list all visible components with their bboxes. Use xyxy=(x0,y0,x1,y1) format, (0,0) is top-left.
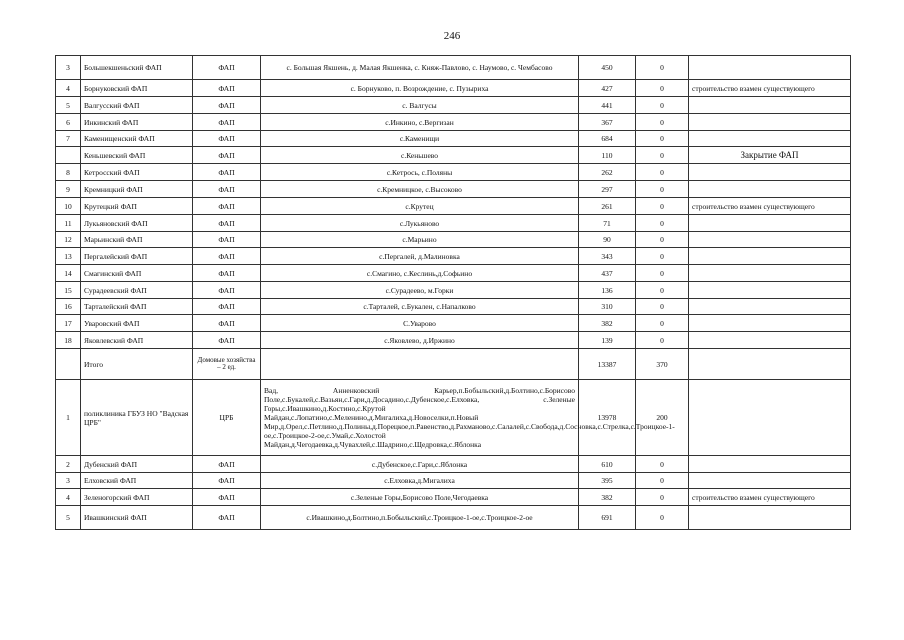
population-cell: 13978 xyxy=(579,380,636,456)
row-number-cell: 13 xyxy=(56,248,81,265)
households-cell: 0 xyxy=(636,198,689,215)
facility-type-cell: ФАП xyxy=(193,97,261,114)
row-number-cell: 2 xyxy=(56,456,81,473)
row-number-cell: 5 xyxy=(56,506,81,530)
page-number: 246 xyxy=(443,30,461,42)
settlements-cell: с. Большая Якшень, д. Малая Якшенка, с. Княж-Павлово, с. Наумово, с. Чембасово xyxy=(261,56,579,80)
facility-name-cell: Борнуковский ФАП xyxy=(81,80,193,97)
table-row xyxy=(56,349,851,380)
row-number-cell: 11 xyxy=(56,215,81,232)
facility-type-cell: ФАП xyxy=(193,114,261,131)
facility-name-cell: Яковлевский ФАП xyxy=(81,332,193,349)
population-cell: 343 xyxy=(579,248,636,265)
facility-type-cell: ФАП xyxy=(193,332,261,349)
table-row xyxy=(56,456,851,473)
facility-type-cell: ФАП xyxy=(193,265,261,282)
population-cell: 297 xyxy=(579,181,636,198)
households-cell: 0 xyxy=(636,215,689,232)
table-row xyxy=(56,147,851,164)
settlements-cell: с.Кетрось, с.Поляны xyxy=(261,164,579,181)
population-cell: 110 xyxy=(579,147,636,164)
population-cell: 691 xyxy=(579,506,636,530)
population-cell: 310 xyxy=(579,299,636,315)
facility-name-cell: Елховский ФАП xyxy=(81,473,193,489)
row-number-cell xyxy=(56,147,81,164)
note-cell xyxy=(689,506,851,530)
note-cell xyxy=(689,265,851,282)
settlements-cell: с.Крутец xyxy=(261,198,579,215)
note-cell: строительство взамен существующего xyxy=(689,80,851,97)
settlements-cell: с.Ивашкино,д.Болтино,п.Бобыльский,с.Троицкое-1-ое,с.Троицкое-2-ое xyxy=(261,506,579,530)
table-row xyxy=(56,332,851,349)
settlements-cell: с.Смагино, с.Кеслинь,д.Софьино xyxy=(261,265,579,282)
note-cell xyxy=(689,299,851,315)
settlements-cell: с.Елховка,д.Мигалиха xyxy=(261,473,579,489)
facility-name-cell: Валгусский ФАП xyxy=(81,97,193,114)
table-row xyxy=(56,131,851,147)
facility-name-cell: Кремницкий ФАП xyxy=(81,181,193,198)
households-cell: 370 xyxy=(636,349,689,380)
facility-name-cell: Пергалейский ФАП xyxy=(81,248,193,265)
note-cell: строительство взамен существующего xyxy=(689,198,851,215)
note-cell xyxy=(689,232,851,248)
facility-type-cell: ЦРБ xyxy=(193,380,261,456)
settlements-cell: с.Каменищи xyxy=(261,131,579,147)
row-number-cell: 6 xyxy=(56,114,81,131)
row-number-cell: 16 xyxy=(56,299,81,315)
note-cell: строительство взамен существующего xyxy=(689,489,851,506)
households-cell: 0 xyxy=(636,80,689,97)
facility-name-cell: Лукьяновский ФАП xyxy=(81,215,193,232)
note-cell xyxy=(689,456,851,473)
facility-name-cell: Зеленогорский ФАП xyxy=(81,489,193,506)
settlements-cell: с.Зеленые Горы,Борисово Поле,Чегодаевка xyxy=(261,489,579,506)
settlements-cell: с.Сурадеево, м.Горки xyxy=(261,282,579,299)
settlements-cell: с.Кремницкое, с.Высоково xyxy=(261,181,579,198)
row-number-cell: 4 xyxy=(56,80,81,97)
table-row xyxy=(56,299,851,315)
facility-type-cell: ФАП xyxy=(193,299,261,315)
households-cell: 0 xyxy=(636,131,689,147)
facility-name-cell: Кетросский ФАП xyxy=(81,164,193,181)
households-cell: 0 xyxy=(636,147,689,164)
note-cell xyxy=(689,473,851,489)
households-cell: 200 xyxy=(636,380,689,456)
facility-type-cell: ФАП xyxy=(193,215,261,232)
facility-name-cell: Инкинский ФАП xyxy=(81,114,193,131)
settlements-cell: Вад, Анненковский Карьер,п.Бобыльский,д.Болтино,с.Борисово Поле,с.Букалей,с.Вазьян,с.Гари,д.Досадино,с.Дубенское,с.Елховка, с.Зеленые Горы,с.Ивашкино,д.Костино,с.Крутой Майдан,с.Лопатино,с.Меленино,д.Мигалиха,д.Новоселки,п.Новый Мир,д.Орел,с.Петлино,д.Полины,д.Порецкое,п.Равенство,д.Рахманово,с.Салалей,с.Свобода,д.Сосновка,с.Стрелка,с.Троицкое-1-ое,с.Троицкое-2-ое,с.Умай,с.Холостой Майдан,д.Чегодаевка,д.Чувахлей,с.Шадрино,с.Щедровка,с.Яблонка xyxy=(261,380,579,456)
row-number-cell: 4 xyxy=(56,489,81,506)
row-number-cell: 18 xyxy=(56,332,81,349)
facility-type-cell: ФАП xyxy=(193,56,261,80)
note-cell xyxy=(689,114,851,131)
facilities-table xyxy=(55,55,851,530)
households-cell: 0 xyxy=(636,332,689,349)
population-cell: 261 xyxy=(579,198,636,215)
row-number-cell xyxy=(56,349,81,380)
note-cell xyxy=(689,315,851,332)
households-cell: 0 xyxy=(636,265,689,282)
households-cell: 0 xyxy=(636,97,689,114)
table-row xyxy=(56,97,851,114)
settlements-cell: с.Дубенское,с.Гари,с.Яблонка xyxy=(261,456,579,473)
facility-type-cell: ФАП xyxy=(193,489,261,506)
facility-name-cell: поликлиника ГБУЗ НО "Вадская ЦРБ" xyxy=(81,380,193,456)
table-row xyxy=(56,56,851,80)
facility-type-cell: ФАП xyxy=(193,456,261,473)
population-cell: 382 xyxy=(579,489,636,506)
facility-type-cell: Домовые хозяйства – 2 ед. xyxy=(193,349,261,380)
population-cell: 13387 xyxy=(579,349,636,380)
facility-type-cell: ФАП xyxy=(193,282,261,299)
households-cell: 0 xyxy=(636,506,689,530)
facility-type-cell: ФАП xyxy=(193,248,261,265)
row-number-cell: 17 xyxy=(56,315,81,332)
facility-name-cell: Тарталейский ФАП xyxy=(81,299,193,315)
households-cell: 0 xyxy=(636,299,689,315)
facility-type-cell: ФАП xyxy=(193,131,261,147)
row-number-cell: 14 xyxy=(56,265,81,282)
table-row xyxy=(56,248,851,265)
households-cell: 0 xyxy=(636,315,689,332)
population-cell: 139 xyxy=(579,332,636,349)
facility-name-cell: Крутецкий ФАП xyxy=(81,198,193,215)
facility-name-cell: Марьинский ФАП xyxy=(81,232,193,248)
settlements-cell: с.Инкино, с.Вергизан xyxy=(261,114,579,131)
note-cell xyxy=(689,215,851,232)
facility-type-cell: ФАП xyxy=(193,506,261,530)
row-number-cell: 15 xyxy=(56,282,81,299)
households-cell: 0 xyxy=(636,181,689,198)
facility-type-cell: ФАП xyxy=(193,198,261,215)
note-cell xyxy=(689,282,851,299)
population-cell: 367 xyxy=(579,114,636,131)
facility-name-cell: Каменищенский ФАП xyxy=(81,131,193,147)
households-cell: 0 xyxy=(636,164,689,181)
facility-type-cell: ФАП xyxy=(193,315,261,332)
population-cell: 437 xyxy=(579,265,636,282)
settlements-cell: с.Тарталей, с.Букален, с.Напалково xyxy=(261,299,579,315)
facility-type-cell: ФАП xyxy=(193,80,261,97)
row-number-cell: 8 xyxy=(56,164,81,181)
facility-name-cell: Большекшеньский ФАП xyxy=(81,56,193,80)
row-number-cell: 7 xyxy=(56,131,81,147)
settlements-cell: С.Уварово xyxy=(261,315,579,332)
table-row xyxy=(56,164,851,181)
settlements-cell: с.Лукьяново xyxy=(261,215,579,232)
facility-name-cell: Ивашкинский ФАП xyxy=(81,506,193,530)
facility-type-cell: ФАП xyxy=(193,147,261,164)
facility-type-cell: ФАП xyxy=(193,232,261,248)
settlements-cell: с.Яковлево, д.Иржино xyxy=(261,332,579,349)
table-row xyxy=(56,282,851,299)
table-row xyxy=(56,380,851,456)
population-cell: 610 xyxy=(579,456,636,473)
note-cell xyxy=(689,349,851,380)
settlements-cell: с.Пергалей, д.Малиновка xyxy=(261,248,579,265)
note-cell xyxy=(689,332,851,349)
facility-name-cell: Уваровский ФАП xyxy=(81,315,193,332)
population-cell: 441 xyxy=(579,97,636,114)
households-cell: 0 xyxy=(636,489,689,506)
population-cell: 427 xyxy=(579,80,636,97)
row-number-cell: 10 xyxy=(56,198,81,215)
table-row xyxy=(56,265,851,282)
note-cell xyxy=(689,164,851,181)
row-number-cell: 5 xyxy=(56,97,81,114)
households-cell: 0 xyxy=(636,456,689,473)
settlements-cell: с. Валгусы xyxy=(261,97,579,114)
table-row xyxy=(56,315,851,332)
facility-name-cell: Сурадеевский ФАП xyxy=(81,282,193,299)
facility-type-cell: ФАП xyxy=(193,164,261,181)
row-number-cell: 1 xyxy=(56,380,81,456)
row-number-cell: 3 xyxy=(56,56,81,80)
households-cell: 0 xyxy=(636,56,689,80)
table-row xyxy=(56,114,851,131)
note-cell xyxy=(689,248,851,265)
row-number-cell: 9 xyxy=(56,181,81,198)
note-cell xyxy=(689,97,851,114)
facility-type-cell: ФАП xyxy=(193,473,261,489)
facility-name-cell: Смагинский ФАП xyxy=(81,265,193,282)
table-row xyxy=(56,198,851,215)
facility-name-cell: Кеньшевский ФАП xyxy=(81,147,193,164)
population-cell: 136 xyxy=(579,282,636,299)
households-cell: 0 xyxy=(636,282,689,299)
settlements-cell: с.Кеньшево xyxy=(261,147,579,164)
facility-type-cell: ФАП xyxy=(193,181,261,198)
table-row xyxy=(56,80,851,97)
note-cell xyxy=(689,131,851,147)
households-cell: 0 xyxy=(636,473,689,489)
population-cell: 382 xyxy=(579,315,636,332)
population-cell: 684 xyxy=(579,131,636,147)
facility-name-cell: Итого xyxy=(81,349,193,380)
population-cell: 71 xyxy=(579,215,636,232)
table-row xyxy=(56,473,851,489)
population-cell: 450 xyxy=(579,56,636,80)
note-cell: Закрытие ФАП xyxy=(689,147,851,164)
settlements-cell: с. Борнуково, п. Возрождение, с. Пузыриха xyxy=(261,80,579,97)
settlements-cell xyxy=(261,349,579,380)
households-cell: 0 xyxy=(636,248,689,265)
households-cell: 0 xyxy=(636,232,689,248)
population-cell: 90 xyxy=(579,232,636,248)
settlements-cell: с.Марьино xyxy=(261,232,579,248)
note-cell xyxy=(689,380,851,456)
table-row xyxy=(56,506,851,530)
note-cell xyxy=(689,181,851,198)
population-cell: 262 xyxy=(579,164,636,181)
row-number-cell: 12 xyxy=(56,232,81,248)
table-row xyxy=(56,489,851,506)
population-cell: 395 xyxy=(579,473,636,489)
table-row xyxy=(56,232,851,248)
row-number-cell: 3 xyxy=(56,473,81,489)
table-row xyxy=(56,215,851,232)
note-cell xyxy=(689,56,851,80)
households-cell: 0 xyxy=(636,114,689,131)
facility-name-cell: Дубенский ФАП xyxy=(81,456,193,473)
table-row xyxy=(56,181,851,198)
